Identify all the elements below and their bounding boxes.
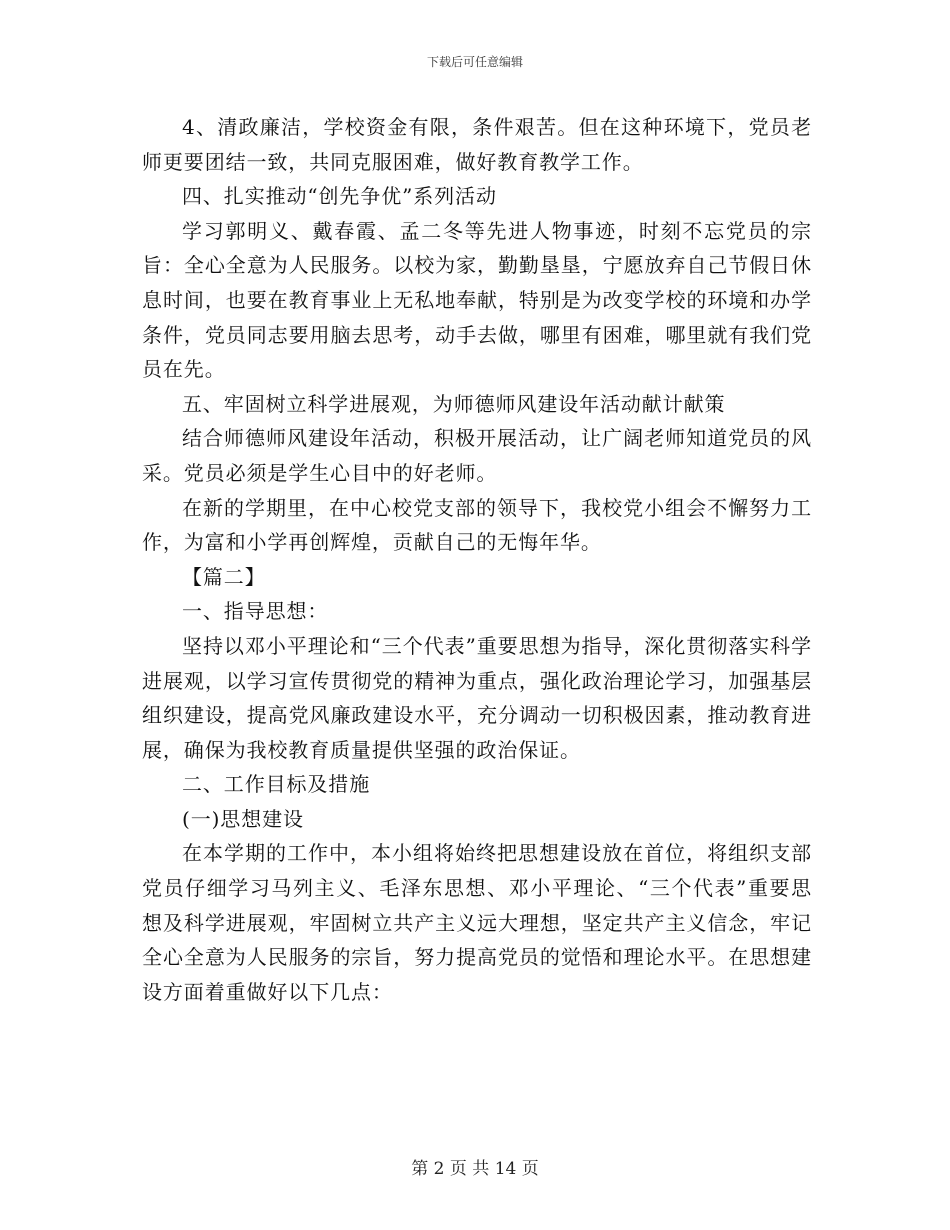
paragraph: 坚持以邓小平理论和“三个代表”重要思想为指导，深化贯彻落实科学进展观，以学习宣传贯彻党的精神为重点，强化政治理论学习，加强基层组织建设，提高党风廉政建设水平，充分调动一切积极因素，推动教育进展，确保为我校教育质量提供坚强的政治保证。 xyxy=(142,633,812,762)
page-footer: 第 2 页 共 14 页 xyxy=(411,1159,539,1179)
paragraph: 在本学期的工作中，本小组将始终把思想建设放在首位，将组织支部党员仔细学习马列主义、毛泽东思想、邓小平理论、“三个代表”重要思想及科学进展观，牢固树立共产主义远大理想，坚定共产主义信念，牢记全心全意为人民服务的宗旨，努力提高党员的觉悟和理论水平。在思想建设方面着重做好以下几点： xyxy=(142,841,812,1004)
section-heading: 二、工作目标及措施 xyxy=(182,772,371,797)
section-heading: 四、扎实推动“创先争优”系列活动 xyxy=(182,184,497,209)
document-body xyxy=(142,110,812,1009)
part-heading: 【篇二】 xyxy=(182,564,266,589)
subsection-heading: (一)思想建设 xyxy=(182,806,304,831)
paragraph: 4、清政廉洁，学校资金有限，条件艰苦。但在这种环境下，党员老师更要团结一致，共同克服困难，做好教育教学工作。 xyxy=(142,115,812,174)
paragraph: 结合师德师风建设年活动，积极开展活动，让广阔老师知道党员的风采。党员必须是学生心目中的好老师。 xyxy=(142,426,812,485)
section-heading: 五、牢固树立科学进展观，为师德师风建设年活动献计献策 xyxy=(182,391,726,416)
paragraph: 学习郭明义、戴春霞、孟二冬等先进人物事迹，时刻不忘党员的宗旨：全心全意为人民服务。以校为家，勤勤垦垦，宁愿放弃自己节假日休息时间，也要在教育事业上无私地奉献，特别是为改变学校的环境和办学条件，党员同志要用脑去思考，动手去做，哪里有困难，哪里就有我们党员在先。 xyxy=(142,218,812,382)
section-heading: 一、指导思想： xyxy=(182,599,329,624)
page-header: 下载后可任意编辑 xyxy=(426,55,523,69)
paragraph: 在新的学期里，在中心校党支部的领导下，我校党小组会不懈努力工作，为富和小学再创辉煌，贡献自己的无悔年华。 xyxy=(142,495,812,555)
